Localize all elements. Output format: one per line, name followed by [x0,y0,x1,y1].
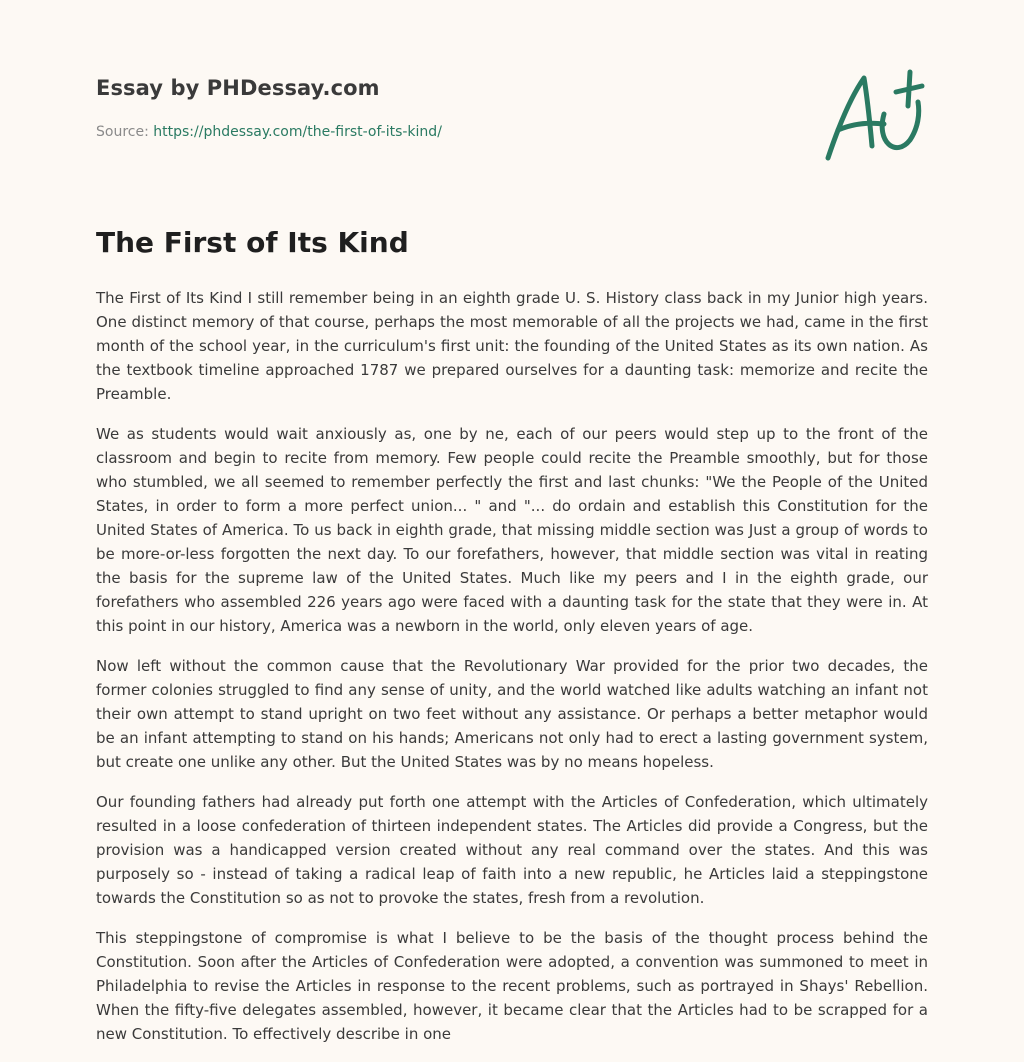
source-line [96,124,442,140]
a-plus-grade-icon [818,66,930,166]
source-label: Source: [96,124,154,140]
essay-paragraph: We as students would wait anxiously as, one by ne, each of our peers would step up to the front of the classroom and begin to recite from memory. Few people could recite the Preamble smoothly, but for those who stumbled, we all seemed to remember perfectly the first and last chunks: "We the People of the United States, in order to form a more perfect union... " and "... do ordain and establish this Constitution for the United States of America. To us back in eighth grade, that missing middle section was Just a group of words to be more-or-less forgotten the next day. To our forefathers, however, that middle section was vital in reating the basis for the supreme law of the United States. Much like my peers and I in the eighth grade, our forefathers who assembled 226 years ago were faced with a daunting task for the state that they were in. At this point in our history, America was a newborn in the world, only eleven years of age. [96,425,928,635]
essay-body [96,286,928,1062]
essay-paragraph: The First of Its Kind I still remember being in an eighth grade U. S. History class back in my Junior high years. One distinct memory of that course, perhaps the most memorable of all the projects we had, came in the first month of the school year, in the curriculum's first unit: the founding of the United States as its own nation. As the textbook timeline approached 1787 we prepared ourselves for a daunting task: memorize and recite the Preamble. [96,289,928,403]
essay-paragraph: This steppingstone of compromise is what I believe to be the basis of the thought process behind the Constitution. Soon after the Articles of Confederation were adopted, a convention was summoned to meet in Philadelphia to revise the Articles in response to the recent problems, such as portrayed in Shays' Rebellion. When the fifty-five delegates assembled, however, it became clear that the Articles had to be scrapped for a new Constitution. To effectively describe in one [96,929,928,1043]
source-link[interactable]: https://phdessay.com/the-first-of-its-kind/ [153,124,442,140]
essay-paragraph: Our founding fathers had already put forth one attempt with the Articles of Confederation, which ultimately resulted in a loose confederation of thirteen independent states. The Articles did provide a Congress, but the provision was a handicapped version created without any real command over the states. And this was purposely so - instead of taking a radical leap of faith into a new republic, he Articles laid a steppingstone towards the Constitution so as not to provoke the states, fresh from a revolution. [96,793,928,907]
essay-title: The First of Its Kind [96,226,409,259]
site-title: Essay by PHDessay.com [96,76,380,100]
essay-paragraph: Now left without the common cause that the Revolutionary War provided for the prior two decades, the former colonies struggled to find any sense of unity, and the world watched like adults watching an infant not their own attempt to stand upright on two feet without any assistance. Or perhaps a better metaphor would be an infant attempting to stand on his hands; Americans not only had to erect a lasting government system, but create one unlike any other. But the United States was by no means hopeless. [96,657,928,771]
